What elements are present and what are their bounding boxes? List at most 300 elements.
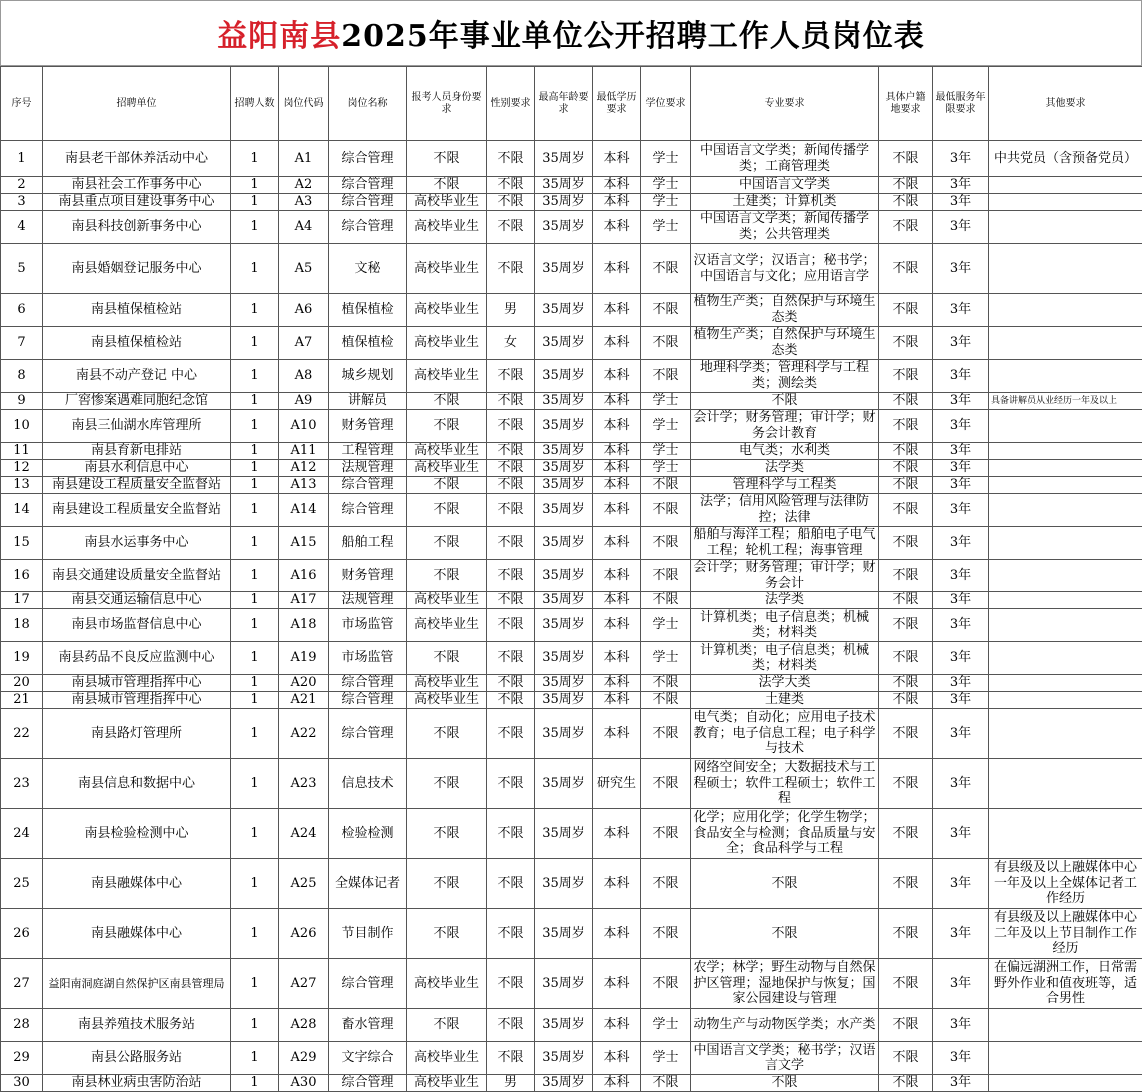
cell-edu: 本科 [593, 460, 641, 477]
cell-edu: 本科 [593, 675, 641, 692]
cell-unit: 南县交通运输信息中心 [43, 592, 231, 609]
cell-other: 中共党员（含预备党员） [989, 141, 1142, 177]
cell-major: 土建类；计算机类 [691, 194, 879, 211]
cell-major: 计算机类；电子信息类；机械类；材料类 [691, 642, 879, 675]
cell-age: 35周岁 [535, 410, 593, 443]
cell-count: 1 [231, 1075, 279, 1092]
cell-code: A21 [279, 692, 329, 709]
cell-identity: 不限 [407, 393, 487, 410]
column-header: 最高年龄要求 [535, 67, 593, 141]
cell-edu: 本科 [593, 642, 641, 675]
cell-gender: 不限 [487, 1009, 535, 1042]
cell-degree: 学士 [641, 410, 691, 443]
cell-unit: 南县水利信息中心 [43, 460, 231, 477]
cell-degree: 不限 [641, 477, 691, 494]
cell-no: 22 [1, 709, 43, 759]
cell-post: 财务管理 [329, 560, 407, 592]
cell-age: 35周岁 [535, 675, 593, 692]
header-row [1, 67, 1142, 141]
cell-identity: 高校毕业生 [407, 244, 487, 294]
cell-no: 10 [1, 410, 43, 443]
column-header: 招聘单位 [43, 67, 231, 141]
cell-hukou: 不限 [879, 692, 933, 709]
cell-gender: 不限 [487, 477, 535, 494]
cell-no: 5 [1, 244, 43, 294]
cell-hukou: 不限 [879, 809, 933, 859]
cell-gender: 不限 [487, 141, 535, 177]
table-row [1, 393, 1142, 410]
cell-edu: 本科 [593, 709, 641, 759]
cell-identity: 不限 [407, 527, 487, 560]
cell-hukou: 不限 [879, 959, 933, 1009]
cell-gender: 不限 [487, 560, 535, 592]
table-row [1, 410, 1142, 443]
cell-other [989, 194, 1142, 211]
cell-no: 18 [1, 609, 43, 642]
cell-age: 35周岁 [535, 592, 593, 609]
cell-count: 1 [231, 443, 279, 460]
cell-major: 植物生产类；自然保护与环境生态类 [691, 294, 879, 327]
cell-gender: 不限 [487, 859, 535, 909]
table-row [1, 494, 1142, 527]
cell-years: 3年 [933, 360, 989, 393]
cell-major: 不限 [691, 909, 879, 959]
cell-unit: 南县市场监督信息中心 [43, 609, 231, 642]
cell-identity: 高校毕业生 [407, 592, 487, 609]
cell-post: 城乡规划 [329, 360, 407, 393]
column-header: 岗位名称 [329, 67, 407, 141]
cell-gender: 男 [487, 1075, 535, 1092]
cell-gender: 不限 [487, 809, 535, 859]
cell-other [989, 477, 1142, 494]
cell-major: 会计学；财务管理；审计学；财务会计 [691, 560, 879, 592]
cell-years: 3年 [933, 959, 989, 1009]
cell-count: 1 [231, 959, 279, 1009]
cell-years: 3年 [933, 609, 989, 642]
cell-no: 21 [1, 692, 43, 709]
cell-edu: 本科 [593, 560, 641, 592]
title-prefix: 益阳南县 [217, 11, 341, 55]
cell-post: 法规管理 [329, 592, 407, 609]
cell-degree: 学士 [641, 177, 691, 194]
cell-post: 信息技术 [329, 759, 407, 809]
cell-major: 土建类 [691, 692, 879, 709]
table-row [1, 327, 1142, 360]
cell-hukou: 不限 [879, 177, 933, 194]
cell-hukou: 不限 [879, 211, 933, 244]
cell-count: 1 [231, 211, 279, 244]
cell-age: 35周岁 [535, 1042, 593, 1075]
cell-hukou: 不限 [879, 460, 933, 477]
cell-code: A16 [279, 560, 329, 592]
cell-code: A23 [279, 759, 329, 809]
cell-edu: 本科 [593, 294, 641, 327]
cell-code: A22 [279, 709, 329, 759]
cell-degree: 学士 [641, 609, 691, 642]
cell-edu: 本科 [593, 194, 641, 211]
cell-unit: 南县植保植检站 [43, 327, 231, 360]
cell-other: 具备讲解员从业经历一年及以上 [989, 393, 1142, 410]
cell-count: 1 [231, 360, 279, 393]
cell-hukou: 不限 [879, 443, 933, 460]
cell-other [989, 609, 1142, 642]
cell-unit: 厂窖惨案遇难同胞纪念馆 [43, 393, 231, 410]
cell-post: 船舶工程 [329, 527, 407, 560]
cell-age: 35周岁 [535, 759, 593, 809]
cell-post: 植保植检 [329, 294, 407, 327]
cell-degree: 学士 [641, 194, 691, 211]
cell-unit: 南县药品不良反应监测中心 [43, 642, 231, 675]
cell-other [989, 460, 1142, 477]
cell-no: 26 [1, 909, 43, 959]
cell-count: 1 [231, 244, 279, 294]
cell-code: A10 [279, 410, 329, 443]
cell-gender: 不限 [487, 959, 535, 1009]
cell-count: 1 [231, 327, 279, 360]
cell-identity: 不限 [407, 477, 487, 494]
cell-gender: 不限 [487, 443, 535, 460]
cell-degree: 不限 [641, 859, 691, 909]
cell-other [989, 527, 1142, 560]
cell-other [989, 675, 1142, 692]
cell-code: A3 [279, 194, 329, 211]
cell-gender: 男 [487, 294, 535, 327]
cell-identity: 不限 [407, 859, 487, 909]
cell-hukou: 不限 [879, 592, 933, 609]
cell-hukou: 不限 [879, 859, 933, 909]
cell-hukou: 不限 [879, 410, 933, 443]
cell-count: 1 [231, 759, 279, 809]
cell-other [989, 494, 1142, 527]
table-row [1, 1042, 1142, 1075]
cell-age: 35周岁 [535, 494, 593, 527]
cell-years: 3年 [933, 1075, 989, 1092]
cell-major: 中国语言文学类；新闻传播学类；工商管理类 [691, 141, 879, 177]
cell-hukou: 不限 [879, 1075, 933, 1092]
cell-years: 3年 [933, 592, 989, 609]
cell-edu: 本科 [593, 1042, 641, 1075]
cell-age: 35周岁 [535, 1009, 593, 1042]
cell-major: 不限 [691, 1075, 879, 1092]
cell-unit: 南县婚姻登记服务中心 [43, 244, 231, 294]
cell-post: 综合管理 [329, 177, 407, 194]
cell-no: 24 [1, 809, 43, 859]
cell-count: 1 [231, 809, 279, 859]
cell-count: 1 [231, 675, 279, 692]
cell-count: 1 [231, 1009, 279, 1042]
cell-count: 1 [231, 1042, 279, 1075]
table-row [1, 177, 1142, 194]
cell-no: 16 [1, 560, 43, 592]
cell-post: 综合管理 [329, 194, 407, 211]
table-row [1, 609, 1142, 642]
cell-no: 17 [1, 592, 43, 609]
cell-unit: 南县老干部休养活动中心 [43, 141, 231, 177]
cell-post: 综合管理 [329, 477, 407, 494]
cell-post: 财务管理 [329, 410, 407, 443]
cell-unit: 南县科技创新事务中心 [43, 211, 231, 244]
cell-other [989, 592, 1142, 609]
cell-years: 3年 [933, 1009, 989, 1042]
cell-post: 综合管理 [329, 692, 407, 709]
cell-identity: 不限 [407, 709, 487, 759]
column-header: 学位要求 [641, 67, 691, 141]
cell-code: A1 [279, 141, 329, 177]
cell-edu: 本科 [593, 1009, 641, 1042]
cell-edu: 本科 [593, 177, 641, 194]
cell-gender: 不限 [487, 709, 535, 759]
cell-gender: 不限 [487, 527, 535, 560]
cell-age: 35周岁 [535, 609, 593, 642]
cell-unit: 南县城市管理指挥中心 [43, 692, 231, 709]
cell-no: 23 [1, 759, 43, 809]
cell-degree: 不限 [641, 294, 691, 327]
cell-years: 3年 [933, 194, 989, 211]
cell-hukou: 不限 [879, 1009, 933, 1042]
cell-unit: 南县公路服务站 [43, 1042, 231, 1075]
cell-post: 畜水管理 [329, 1009, 407, 1042]
cell-gender: 不限 [487, 609, 535, 642]
cell-edu: 本科 [593, 360, 641, 393]
column-header: 性别要求 [487, 67, 535, 141]
cell-code: A15 [279, 527, 329, 560]
cell-unit: 南县建设工程质量安全监督站 [43, 477, 231, 494]
cell-gender: 不限 [487, 675, 535, 692]
table-row [1, 592, 1142, 609]
cell-post: 综合管理 [329, 675, 407, 692]
cell-degree: 不限 [641, 560, 691, 592]
cell-degree: 不限 [641, 494, 691, 527]
cell-edu: 本科 [593, 327, 641, 360]
cell-hukou: 不限 [879, 477, 933, 494]
cell-years: 3年 [933, 692, 989, 709]
table-row [1, 642, 1142, 675]
cell-identity: 高校毕业生 [407, 959, 487, 1009]
cell-edu: 本科 [593, 809, 641, 859]
cell-edu: 本科 [593, 244, 641, 294]
cell-identity: 高校毕业生 [407, 692, 487, 709]
cell-edu: 本科 [593, 959, 641, 1009]
cell-no: 30 [1, 1075, 43, 1092]
cell-identity: 高校毕业生 [407, 211, 487, 244]
cell-post: 综合管理 [329, 494, 407, 527]
cell-identity: 高校毕业生 [407, 294, 487, 327]
cell-code: A12 [279, 460, 329, 477]
cell-age: 35周岁 [535, 443, 593, 460]
cell-gender: 女 [487, 327, 535, 360]
cell-identity: 高校毕业生 [407, 1075, 487, 1092]
cell-other [989, 759, 1142, 809]
cell-years: 3年 [933, 294, 989, 327]
cell-gender: 不限 [487, 909, 535, 959]
cell-identity: 高校毕业生 [407, 194, 487, 211]
cell-years: 3年 [933, 443, 989, 460]
cell-unit: 南县建设工程质量安全监督站 [43, 494, 231, 527]
cell-gender: 不限 [487, 494, 535, 527]
cell-age: 35周岁 [535, 294, 593, 327]
cell-other [989, 327, 1142, 360]
cell-gender: 不限 [487, 410, 535, 443]
cell-other: 有县级及以上融媒体中心一年及以上全媒体记者工作经历 [989, 859, 1142, 909]
cell-major: 动物生产与动物医学类；水产类 [691, 1009, 879, 1042]
cell-code: A17 [279, 592, 329, 609]
cell-age: 35周岁 [535, 141, 593, 177]
table-row [1, 477, 1142, 494]
page-title [0, 0, 1142, 66]
cell-years: 3年 [933, 141, 989, 177]
cell-hukou: 不限 [879, 675, 933, 692]
cell-identity: 高校毕业生 [407, 675, 487, 692]
cell-count: 1 [231, 393, 279, 410]
cell-age: 35周岁 [535, 809, 593, 859]
cell-degree: 不限 [641, 527, 691, 560]
cell-other [989, 1075, 1142, 1092]
cell-identity: 不限 [407, 410, 487, 443]
column-header: 报考人员身份要求 [407, 67, 487, 141]
cell-age: 35周岁 [535, 211, 593, 244]
cell-other [989, 1042, 1142, 1075]
cell-identity: 不限 [407, 642, 487, 675]
cell-no: 15 [1, 527, 43, 560]
cell-gender: 不限 [487, 244, 535, 294]
cell-identity: 不限 [407, 141, 487, 177]
cell-no: 4 [1, 211, 43, 244]
column-header: 最低服务年限要求 [933, 67, 989, 141]
cell-no: 3 [1, 194, 43, 211]
cell-edu: 本科 [593, 1075, 641, 1092]
cell-degree: 学士 [641, 211, 691, 244]
cell-degree: 学士 [641, 141, 691, 177]
cell-years: 3年 [933, 859, 989, 909]
cell-post: 法规管理 [329, 460, 407, 477]
cell-major: 计算机类；电子信息类；机械类；材料类 [691, 609, 879, 642]
cell-count: 1 [231, 460, 279, 477]
table-row [1, 692, 1142, 709]
cell-hukou: 不限 [879, 327, 933, 360]
cell-other: 有县级及以上融媒体中心二年及以上节目制作工作经历 [989, 909, 1142, 959]
column-header: 其他要求 [989, 67, 1142, 141]
table-row [1, 294, 1142, 327]
cell-count: 1 [231, 560, 279, 592]
cell-identity: 高校毕业生 [407, 1042, 487, 1075]
cell-hukou: 不限 [879, 642, 933, 675]
cell-code: A7 [279, 327, 329, 360]
table-row [1, 194, 1142, 211]
cell-major: 中国语言文学类；新闻传播学类；公共管理类 [691, 211, 879, 244]
cell-years: 3年 [933, 460, 989, 477]
cell-code: A26 [279, 909, 329, 959]
cell-major: 农学；林学；野生动物与自然保护区管理；湿地保护与恢复；国家公园建设与管理 [691, 959, 879, 1009]
cell-count: 1 [231, 609, 279, 642]
cell-age: 35周岁 [535, 244, 593, 294]
cell-code: A8 [279, 360, 329, 393]
cell-unit: 南县重点项目建设事务中心 [43, 194, 231, 211]
cell-gender: 不限 [487, 177, 535, 194]
table-row [1, 959, 1142, 1009]
cell-hukou: 不限 [879, 244, 933, 294]
cell-no: 6 [1, 294, 43, 327]
cell-years: 3年 [933, 809, 989, 859]
cell-code: A30 [279, 1075, 329, 1092]
cell-post: 讲解员 [329, 393, 407, 410]
cell-other [989, 294, 1142, 327]
table-body [1, 141, 1142, 1092]
cell-code: A2 [279, 177, 329, 194]
cell-age: 35周岁 [535, 642, 593, 675]
cell-code: A19 [279, 642, 329, 675]
table-row [1, 460, 1142, 477]
cell-degree: 不限 [641, 759, 691, 809]
cell-identity: 高校毕业生 [407, 443, 487, 460]
cell-gender: 不限 [487, 1042, 535, 1075]
cell-age: 35周岁 [535, 692, 593, 709]
cell-other [989, 1009, 1142, 1042]
cell-identity: 高校毕业生 [407, 609, 487, 642]
cell-post: 市场监管 [329, 642, 407, 675]
cell-code: A4 [279, 211, 329, 244]
cell-identity: 高校毕业生 [407, 327, 487, 360]
cell-years: 3年 [933, 1042, 989, 1075]
cell-degree: 不限 [641, 244, 691, 294]
cell-code: A13 [279, 477, 329, 494]
cell-major: 法学大类 [691, 675, 879, 692]
column-header: 具体户籍地要求 [879, 67, 933, 141]
cell-identity: 高校毕业生 [407, 360, 487, 393]
cell-other [989, 410, 1142, 443]
cell-no: 25 [1, 859, 43, 909]
cell-major: 化学；应用化学；化学生物学；食品安全与检测；食品质量与安全；食品科学与工程 [691, 809, 879, 859]
cell-degree: 不限 [641, 327, 691, 360]
table-row [1, 759, 1142, 809]
cell-major: 船舶与海洋工程；船舶电子电气工程；轮机工程；海事管理 [691, 527, 879, 560]
cell-hukou: 不限 [879, 360, 933, 393]
cell-hukou: 不限 [879, 294, 933, 327]
cell-gender: 不限 [487, 692, 535, 709]
cell-code: A14 [279, 494, 329, 527]
cell-major: 法学类 [691, 592, 879, 609]
cell-other [989, 443, 1142, 460]
cell-post: 全媒体记者 [329, 859, 407, 909]
cell-age: 35周岁 [535, 1075, 593, 1092]
cell-unit: 南县融媒体中心 [43, 909, 231, 959]
cell-code: A24 [279, 809, 329, 859]
cell-degree: 学士 [641, 1009, 691, 1042]
cell-unit: 益阳南洞庭湖自然保护区南县管理局 [43, 959, 231, 1009]
cell-years: 3年 [933, 909, 989, 959]
cell-hukou: 不限 [879, 141, 933, 177]
cell-post: 综合管理 [329, 141, 407, 177]
cell-years: 3年 [933, 527, 989, 560]
cell-identity: 不限 [407, 1009, 487, 1042]
table-row [1, 360, 1142, 393]
cell-no: 20 [1, 675, 43, 692]
cell-count: 1 [231, 177, 279, 194]
cell-edu: 本科 [593, 141, 641, 177]
cell-age: 35周岁 [535, 327, 593, 360]
table-row [1, 1075, 1142, 1092]
cell-unit: 南县城市管理指挥中心 [43, 675, 231, 692]
cell-edu: 本科 [593, 211, 641, 244]
cell-age: 35周岁 [535, 909, 593, 959]
cell-code: A11 [279, 443, 329, 460]
cell-other [989, 360, 1142, 393]
table-row [1, 909, 1142, 959]
cell-degree: 不限 [641, 1075, 691, 1092]
cell-edu: 本科 [593, 410, 641, 443]
table-row [1, 675, 1142, 692]
cell-degree: 不限 [641, 709, 691, 759]
cell-edu: 研究生 [593, 759, 641, 809]
